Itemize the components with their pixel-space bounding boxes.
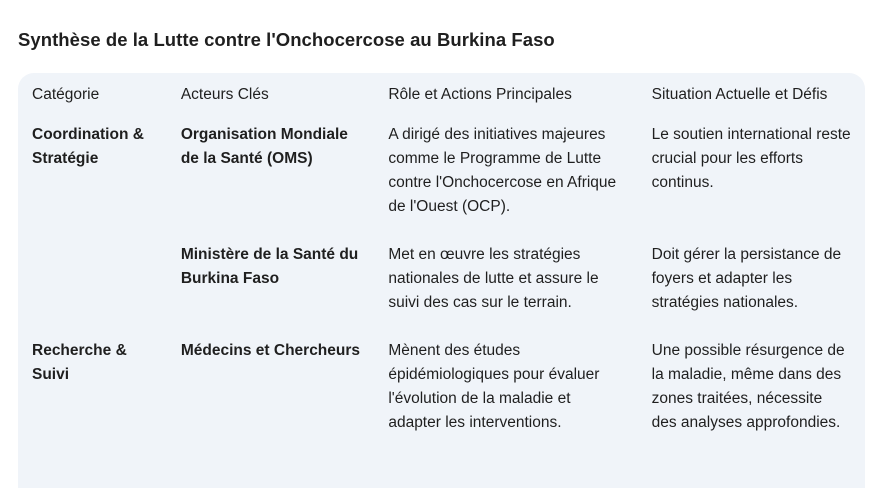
table-header-row [18, 73, 865, 115]
row-role: Met en œuvre les stratégies nationales de lutte et assure le suivi des cas sur le terrain. [388, 246, 599, 311]
row-category: Coordination & Stratégie [32, 126, 144, 167]
summary-table-card [18, 73, 865, 488]
row-category [18, 235, 167, 331]
row-actor: Organisation Mondiale de la Santé (OMS) [180, 126, 348, 167]
row-situation: Une possible résurgence de la maladie, même dans des zones traitées, nécessite des analyses approfondies. [651, 342, 845, 431]
table-row [18, 235, 865, 331]
row-actor: Ministère de la Santé du Burkina Faso [180, 246, 359, 287]
page-title: Synthèse de la Lutte contre l'Onchocercose au Burkina Faso [18, 29, 555, 50]
header-category: Catégorie [32, 86, 100, 103]
row-category: Recherche & Suivi [32, 342, 127, 383]
table-row [18, 115, 865, 235]
summary-table [18, 73, 865, 451]
header-situation: Situation Actuelle et Défis [651, 86, 828, 103]
row-actor: Médecins et Chercheurs [180, 342, 361, 359]
row-role: A dirigé des initiatives majeures comme le Programme de Lutte contre l'Onchocercose en Afrique de l'Ouest (OCP). [388, 126, 617, 215]
row-situation: Doit gérer la persistance de foyers et adapter les stratégies nationales. [651, 246, 842, 311]
header-role: Rôle et Actions Principales [388, 86, 572, 103]
table-row [18, 331, 865, 451]
header-actors: Acteurs Clés [180, 86, 269, 103]
row-role: Mènent des études épidémiologiques pour évaluer l'évolution de la maladie et adapter les interventions. [388, 342, 600, 431]
row-situation: Le soutien international reste crucial pour les efforts continus. [651, 126, 851, 191]
